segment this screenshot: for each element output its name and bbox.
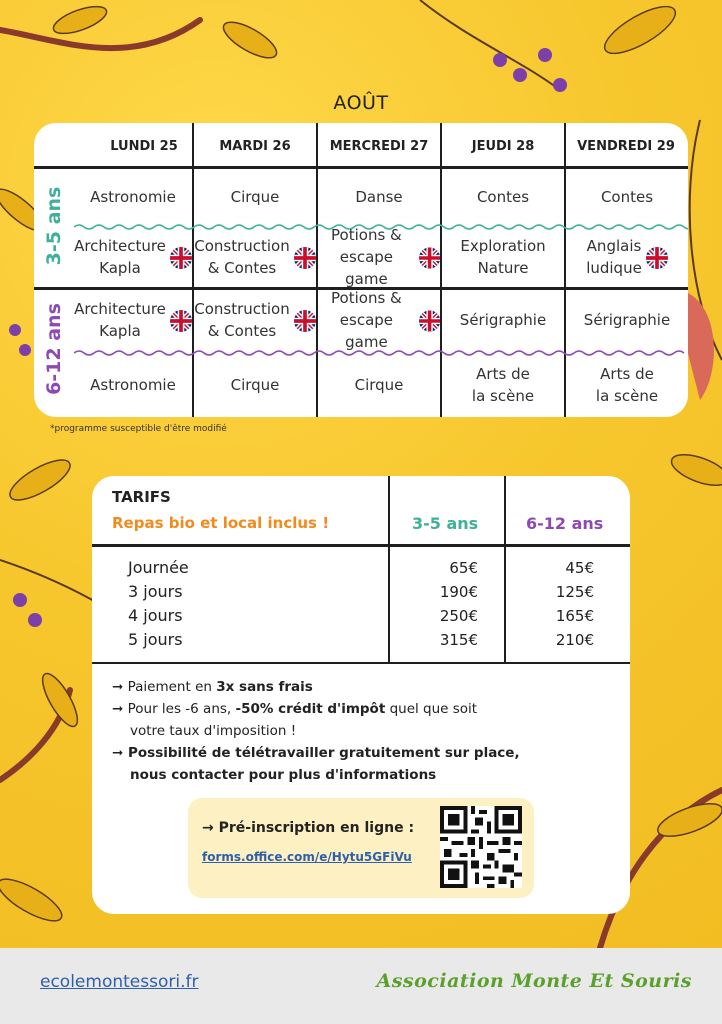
qr-code-icon[interactable] [440, 806, 522, 888]
column-divider [504, 476, 506, 664]
activity-cell [442, 355, 564, 417]
day-header: LUNDI 25 [110, 139, 178, 154]
activity-cell [442, 169, 564, 227]
activity-cell [566, 229, 688, 287]
activity-name: Sérigraphie [459, 311, 547, 330]
program-note: *programme susceptible d'être modifié [50, 424, 227, 434]
age-group-label: 6-12 ans [43, 303, 65, 395]
preinscription-box [188, 798, 534, 898]
month-title: AOÛT [333, 92, 389, 114]
activity-name: Arts de la scène [595, 365, 659, 405]
tarif-duration: 3 jours [128, 582, 183, 601]
info-item: ➞ Pour les -6 ans, -50% crédit d'impôt quel que soit [112, 701, 478, 717]
activity-name: Cirque [354, 376, 404, 395]
activity-name: Contes [476, 188, 530, 207]
activity-name: Cirque [230, 376, 280, 395]
row-divider [92, 544, 630, 547]
info-bold: 3x sans frais [216, 679, 313, 695]
activity-cell [74, 355, 192, 417]
price-3-5: 190€ [439, 583, 478, 601]
activity-cell [194, 290, 316, 352]
price-3-5: 65€ [449, 559, 478, 577]
tarif-duration: 4 jours [128, 606, 183, 625]
preinscription-link[interactable]: forms.office.com/e/Hytu5GFiVu [202, 850, 412, 864]
day-header: VENDREDI 29 [577, 139, 675, 154]
uk-flag-icon [294, 247, 316, 269]
activity-cell [442, 290, 564, 352]
info-item-continued: nous contacter pour plus d'informations [130, 767, 437, 783]
uk-flag-icon [419, 247, 440, 269]
activity-name: Astronomie [90, 188, 176, 207]
activity-name: Sérigraphie [583, 311, 671, 330]
row-divider [92, 662, 630, 664]
tarifs-card [92, 476, 630, 914]
activity-cell [194, 169, 316, 227]
tarifs-title: TARIFS [112, 488, 171, 506]
uk-flag-icon [170, 247, 192, 269]
info-text: Pour les -6 ans, [127, 701, 236, 717]
activity-name: Danse [355, 188, 403, 207]
activity-name: Architecture Kapla [74, 237, 166, 277]
activity-cell [74, 169, 192, 227]
activity-name: Anglais ludique [586, 237, 642, 277]
activity-cell [74, 229, 192, 287]
activity-cell [566, 355, 688, 417]
preinscription-label: → Pré-inscription en ligne : [202, 820, 415, 836]
info-bold: -50% crédit d'impôt [235, 701, 386, 717]
activity-cell [318, 290, 440, 352]
uk-flag-icon [294, 310, 316, 332]
activity-name: Contes [600, 188, 654, 207]
association-name: Association Monte Et Souris [376, 970, 692, 992]
tarif-duration: Journée [128, 558, 189, 577]
uk-flag-icon [646, 247, 668, 269]
price-6-12: 45€ [565, 559, 594, 577]
activity-cell [74, 290, 192, 352]
activity-cell [318, 169, 440, 227]
price-3-5: 315€ [439, 631, 478, 649]
info-bold: Possibilité de télétravailler gratuitement sur place, [128, 745, 520, 761]
info-text: quel que soit [385, 701, 478, 717]
footer [0, 948, 722, 1024]
info-item-continued: votre taux d'imposition ! [130, 723, 297, 739]
activity-name: Architecture Kapla [74, 300, 166, 340]
day-header: MARDI 26 [219, 139, 291, 154]
activity-name: Construction & Contes [194, 237, 290, 277]
tarif-header-3-5: 3-5 ans [412, 514, 479, 533]
activity-cell [566, 169, 688, 227]
activity-cell [318, 355, 440, 417]
price-6-12: 210€ [555, 631, 594, 649]
uk-flag-icon [170, 310, 192, 332]
website-link[interactable]: ecolemontessori.fr [40, 972, 199, 992]
uk-flag-icon [419, 310, 440, 332]
tarifs-subtitle: Repas bio et local inclus ! [112, 514, 330, 532]
age-group-label: 3-5 ans [43, 186, 65, 266]
activity-name: Astronomie [90, 376, 176, 395]
activity-cell [194, 355, 316, 417]
price-6-12: 165€ [555, 607, 594, 625]
activity-cell [194, 229, 316, 287]
activity-cell [566, 290, 688, 352]
price-3-5: 250€ [439, 607, 478, 625]
activity-name: Arts de la scène [471, 365, 535, 405]
column-divider [388, 476, 390, 664]
activity-cell [318, 226, 440, 288]
price-6-12: 125€ [555, 583, 594, 601]
tarif-header-6-12: 6-12 ans [526, 514, 604, 533]
schedule-table [34, 123, 688, 417]
day-header: JEUDI 28 [471, 139, 535, 154]
activity-name: Construction & Contes [194, 300, 290, 340]
activity-name: Exploration Nature [460, 237, 546, 277]
info-text: Paiement en [127, 679, 217, 695]
tarif-duration: 5 jours [128, 630, 183, 649]
tarif-info-list [112, 676, 520, 786]
activity-cell [442, 229, 564, 287]
activity-name: Potions & escape game [331, 289, 402, 351]
info-item: ➞ Possibilité de télétravailler gratuitement sur place, [112, 745, 520, 761]
activity-name: Cirque [230, 188, 280, 207]
day-header: MERCREDI 27 [329, 139, 429, 154]
info-item: ➞ Paiement en 3x sans frais [112, 679, 313, 695]
activity-name: Potions & escape game [331, 226, 402, 288]
